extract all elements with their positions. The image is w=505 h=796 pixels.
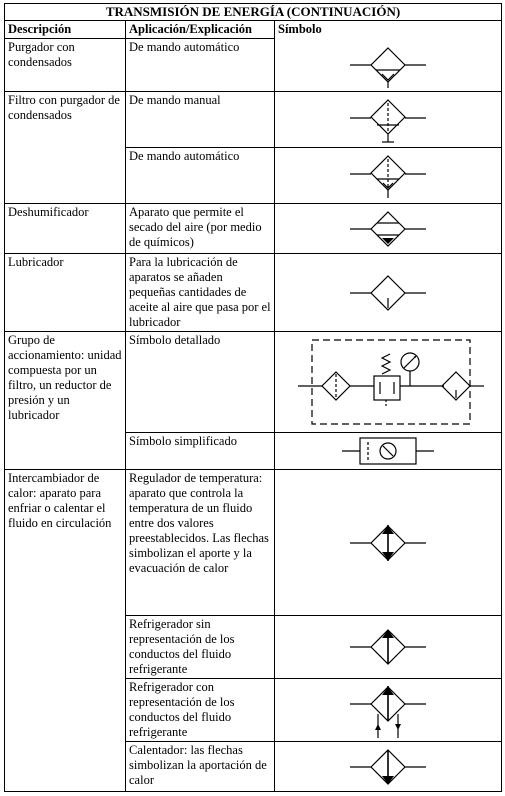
table-row [5, 332, 502, 433]
table-row [5, 92, 502, 148]
refrigerador-con-conductos-symbol [298, 680, 478, 740]
header-simbolo: Símbolo [275, 21, 502, 39]
table-row [5, 39, 502, 92]
symbol-cell [275, 470, 502, 616]
symbol-cell [275, 148, 502, 204]
symbol-cell [275, 616, 502, 679]
deshumidificador-symbol [298, 206, 478, 252]
symbol-cell [275, 679, 502, 742]
row-descripcion: Deshumificador [5, 204, 126, 254]
row-aplicacion: Regulador de temperatura: aparato que controla la temperatura de un fluido entre dos valores preestablecidos. Las flechas simbolizan el aporte y la evacuación de calor [126, 470, 275, 616]
grupo-detallado-symbol [288, 334, 488, 430]
symbol-cell [275, 433, 502, 470]
row-descripcion: Purgador con condensados [5, 39, 126, 92]
header-descripcion: Descripción [5, 21, 126, 39]
row-aplicacion: Símbolo detallado [126, 332, 275, 433]
row-aplicacion: De mando manual [126, 92, 275, 148]
row-aplicacion: De mando automático [126, 148, 275, 204]
row-aplicacion: Para la lubricación de aparatos se añaden pequeñas cantidades de aceite al aire que pasa por el lubricador [126, 254, 275, 332]
table-title: TRANSMISIÓN DE ENERGÍA (CONTINUACIÓN) [5, 4, 502, 21]
row-aplicacion: Calentador: las flechas simbolizan la aportación de calor [126, 742, 275, 792]
row-descripcion: Intercambiador de calor: aparato para enfriar o calentar el fluido en circulación [5, 470, 126, 792]
symbol-cell [275, 254, 502, 332]
table-row [5, 254, 502, 332]
purgador-automatico-symbol [298, 40, 478, 90]
filtro-purgador-automatico-symbol [298, 150, 478, 202]
header-aplicacion: Aplicación/Explicación [126, 21, 275, 39]
table-row [5, 204, 502, 254]
lubricador-symbol [298, 268, 478, 318]
row-aplicacion: Refrigerador sin representación de los conductos del fluido refrigerante [126, 616, 275, 679]
regulador-temperatura-symbol [298, 513, 478, 573]
table-row [5, 470, 502, 616]
symbol-table [4, 3, 502, 792]
symbol-cell [275, 332, 502, 433]
row-aplicacion: Aparato que permite el secado del aire (por medio de químicos) [126, 204, 275, 254]
symbol-cell [275, 742, 502, 792]
filtro-purgador-manual-symbol [298, 94, 478, 146]
row-aplicacion: Refrigerador con representación de los conductos del fluido refrigerante [126, 679, 275, 742]
grupo-simplificado-symbol [298, 434, 478, 468]
row-aplicacion: Símbolo simplificado [126, 433, 275, 470]
symbol-cell [275, 92, 502, 148]
row-aplicacion: De mando automático [126, 39, 275, 92]
row-descripcion: Filtro con purgador de condensados [5, 92, 126, 204]
symbol-cell [275, 204, 502, 254]
refrigerador-sin-conductos-symbol [298, 619, 478, 675]
row-descripcion: Lubricador [5, 254, 126, 332]
symbol-cell [275, 39, 502, 92]
calentador-symbol [298, 743, 478, 791]
row-descripcion: Grupo de accionamiento: unidad compuesta por un filtro, un reductor de presión y un lubricador [5, 332, 126, 470]
